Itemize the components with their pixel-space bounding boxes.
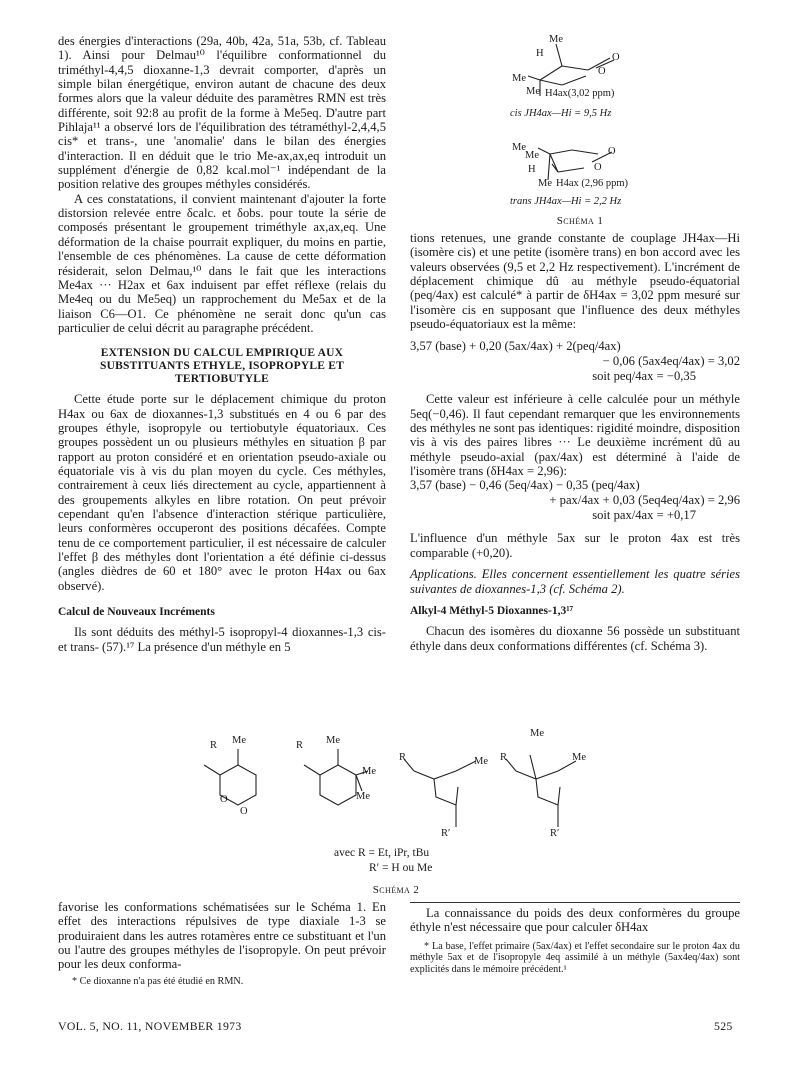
left-column (58, 34, 386, 654)
scheme2-me-2a: Me (326, 735, 340, 746)
section-heading: EXTENSION DU CALCUL EMPIRIQUE AUX SUBSTITUANTS ETHYLE, ISOPROPYLE ET TERTIOBUTYLE (100, 347, 344, 386)
equation-1-line-1: 3,57 (base) + 0,20 (5ax/4ax) + 2(peq/4ax) (410, 339, 621, 354)
scheme1-trans-me-ring: Me (525, 150, 539, 161)
equation-2-line-1: 3,57 (base) − 0,46 (5eq/4ax) − 0,35 (peq/4ax) (410, 478, 640, 493)
paragraph-chacun-isomeres: Chacun des isomères du dioxanne 56 possède un substituant éthyle dans deux conformations différentes (cf. Schéma 3). (410, 624, 740, 653)
right-column (410, 231, 740, 653)
scheme1-trans-h: H (528, 164, 536, 175)
rule-bottom-right (410, 902, 740, 903)
scheme1-trans-coupling: trans JH4ax—Hi = 2,2 Hz (510, 196, 622, 207)
equation-2-line-3: soit pax/4ax = +0,17 (592, 508, 696, 523)
scheme2-caption: Schéma 2 (372, 884, 420, 896)
scheme2-me-4a: Me (530, 728, 544, 739)
scheme2-me-2b: Me (362, 766, 376, 777)
scheme2-r-2: R (296, 740, 304, 751)
scheme2-r-1: R (210, 740, 218, 751)
footnote-base: * La base, l'effet primaire (5ax/4ax) et l'effet secondaire sur le proton 4ax du méthyle 5ax et de l'isopropyle 4eq assimilé à un méthyle (5ax4eq/4ax) sont explicités dans le mémoire précédent.¹ (410, 940, 740, 975)
scheme2-me-1: Me (232, 735, 246, 746)
equation-2 (410, 478, 740, 523)
scheme2-o-1a: O (220, 794, 228, 805)
bottom-right-column (410, 906, 740, 975)
scheme1-cis-me-left: Me (512, 73, 526, 84)
equation-2-line-2: + pax/4ax + 0,03 (5eq4eq/4ax) = 2,96 (549, 493, 740, 508)
scheme2-r-3: R (399, 752, 407, 763)
scheme1-cis-coupling: cis JH4ax—Hi = 9,5 Hz (510, 108, 612, 119)
scheme1-trans-me-left: Me (512, 142, 526, 153)
equation-1-line-3: soit peq/4ax = −0,35 (592, 369, 696, 384)
scheme2-structures (200, 735, 660, 835)
subsection-heading-increments: Calcul de Nouveaux Incréments (58, 606, 215, 619)
footer-journal: VOL. 5, NO. 11, NOVEMBER 1973 (58, 1019, 242, 1033)
paragraph-applications: Applications. Elles concernent essentiellement les quatre séries suivantes de dioxannes-1,3 (cf. Schéma 2). (410, 567, 740, 596)
scheme1-trans-h4ax: H4ax (2,96 ppm) (556, 178, 629, 189)
scheme2-me-2c: Me (356, 791, 370, 802)
paragraph-influence: L'influence d'un méthyle 5ax sur le proton 4ax est très comparable (+0,20). (410, 531, 740, 560)
scheme2-me-3: Me (474, 756, 488, 767)
scheme1-cis-o-lower: O (598, 66, 606, 77)
scheme1-cis-me-top: Me (549, 34, 563, 45)
footer-page-number: 525 (714, 1019, 733, 1033)
paragraph-couplage: tions retenues, une grande constante de couplage JH4ax—Hi (isomère cis) et une petite (isomère trans) en bon accord avec les valeurs observées (9,5 et 2,2 Hz respectivement). L'incrément de déplacement chimique dû au méthyle pseudo-équatorial (peq/4ax) est calculé* à partir de δH4ax = 3,02 ppm mesuré sur l'isomère cis en supposant que l'influence des deux méthyles pseudo-équatoriaux est la même: (410, 231, 740, 332)
scheme2-legend-1: avec R = Et, iPr, tBu (334, 847, 430, 859)
paragraph-connaissance: La connaissance du poids des deux conformères du groupe éthyle n'est nécessaire que pour calculer δH4ax (410, 906, 740, 935)
scheme1-trans-o-lower: O (594, 162, 602, 173)
scheme2-me-4b: Me (572, 752, 586, 763)
paragraph-nouveaux-increments: Ils sont déduits des méthyl-5 isopropyl-4 dioxannes-1,3 cis- et trans- (57).¹⁷ La présence d'un méthyle en 5 (58, 625, 386, 654)
paragraph-interactions: des énergies d'interactions (29a, 40b, 42a, 51a, 53b, cf. Tableau 1). Ainsi pour Delmau¹⁰ l'équilibre conformationnel du triméthyl-4,4,5 dioxanne-1,3 devrait comporter, d'après un simple bilan énergétique, environ autant de chacune des deux formes alors que la valeur déduite des paramètres RMN est très différente, soit 92:8 au profit de la forme à Me5eq. D'autre part Pihlaja¹¹ a observé lors de l'équilibration des tétraméthyl-2,4,4,5 cis* et trans-, une 'anomalie' dans le bilan des énergies d'interaction. Il en déduit que le trio Me-ax,ax,eq introduit un supplément d'énergie de 0,82 kcal.mol⁻¹ indépendant de la position relative des groupes méthyles considérés. (58, 34, 386, 192)
scheme1-cis-h4ax: H4ax(3,02 ppm) (545, 88, 615, 99)
paragraph-distorsion: A ces constatations, il convient maintenant d'ajouter la forte distorsion relevée entre δcalc. et δobs. pour toute la série de composés présentant le groupement triméthyle ax,ax,eq. Une déformation de la chaise pourrait expliquer, du moins en partie, l'ensemble de ces phénomènes. La cause de cette déformation résiderait, selon Delmau,¹⁰ dans le fait que les interactions Me4ax ··· H2ax et 6ax induisent par effet réflexe (relais du Me4eq ou du Me5eq) un rapprochement du Me5ax et de la liaison C6—O1. Ce phénomène ne serait donc qu'un cas particulier de celui décrit au paragraphe précédent. (58, 191, 386, 335)
subsection-heading-alkyl: Alkyl-4 Méthyl-5 Dioxannes-1,3¹⁷ (410, 604, 574, 617)
paragraph-valeur-inferieure: Cette valeur est inférieure à celle calculée pour un méthyle 5eq(−0,46). Il faut cependant remarquer que les environnements des méthyles ne sont pas identiques: rigidité moindre, disposition vis à vis des paires libres ··· Le deuxième incrément dû au méthyle pseudo-axial (pax/4ax) est déterminé à l'aide de l'isomère trans (δH4ax = 2,96): (410, 392, 740, 479)
scheme2-rprime-3: R′ (441, 828, 451, 839)
scheme1-trans-me-bottom: Me (538, 178, 552, 189)
scheme1-caption: Schéma 1 (556, 215, 604, 227)
equation-1 (410, 339, 740, 384)
footnote-dioxanne: * Ce dioxanne n'a pas été étudié en RMN. (72, 975, 244, 987)
bottom-left-column (58, 900, 386, 987)
scheme1-cis-h: H (536, 48, 544, 59)
scheme2-rprime-4: R′ (550, 828, 560, 839)
scheme2-r-4: R (500, 752, 508, 763)
scheme1-trans-o-upper: O (608, 146, 616, 157)
scheme1-cis-structure (510, 40, 660, 110)
scheme2-o-1b: O (240, 806, 248, 817)
scheme1-cis-o-upper: O (612, 52, 620, 63)
equation-1-line-2: − 0,06 (5ax4eq/4ax) = 3,02 (602, 354, 740, 369)
paragraph-favorise: favorise les conformations schématisées sur le Schéma 1. En effet des interactions répulsives de type diaxiale 1-3 se produiraient dans les autres rotamères entre ce substituant et l'un ou l'autre des groupes méthyles de l'isopropyle. On peut prévoir pour les deux conforma- (58, 900, 386, 972)
paragraph-etude: Cette étude porte sur le déplacement chimique du proton H4ax ou 6ax de dioxannes-1,3 substitués en 4 ou 6 par des groupes éthyle, isopropyle ou tertiobutyle équatoriaux. Ces groupes possèdent un ou plusieurs méthyles en situation β par rapport au proton considéré et en orientation pseudo-axiale ou équatoriale vis à vis du plan moyen du cycle. Ces méthyles, contrairement à ceux liés directement au cycle, appartiennent à des groupements alkyles en libre rotation. On peut prévoir cependant qu'en l'absence d'interaction stérique particulière, leurs conformères occuperont des positions décafées. Compte tenu de ce comportement particulier, il est nécessaire de calculer l'effet β des méthyles dont l'orientation a été définie ci-dessus (angles dièdres de 60 et 180° avec le proton H4ax ou 6ax observé). (58, 392, 386, 593)
scheme1-cis-me-bottom: Me (526, 86, 540, 97)
scheme2-legend-2: R′ = H ou Me (369, 862, 433, 874)
